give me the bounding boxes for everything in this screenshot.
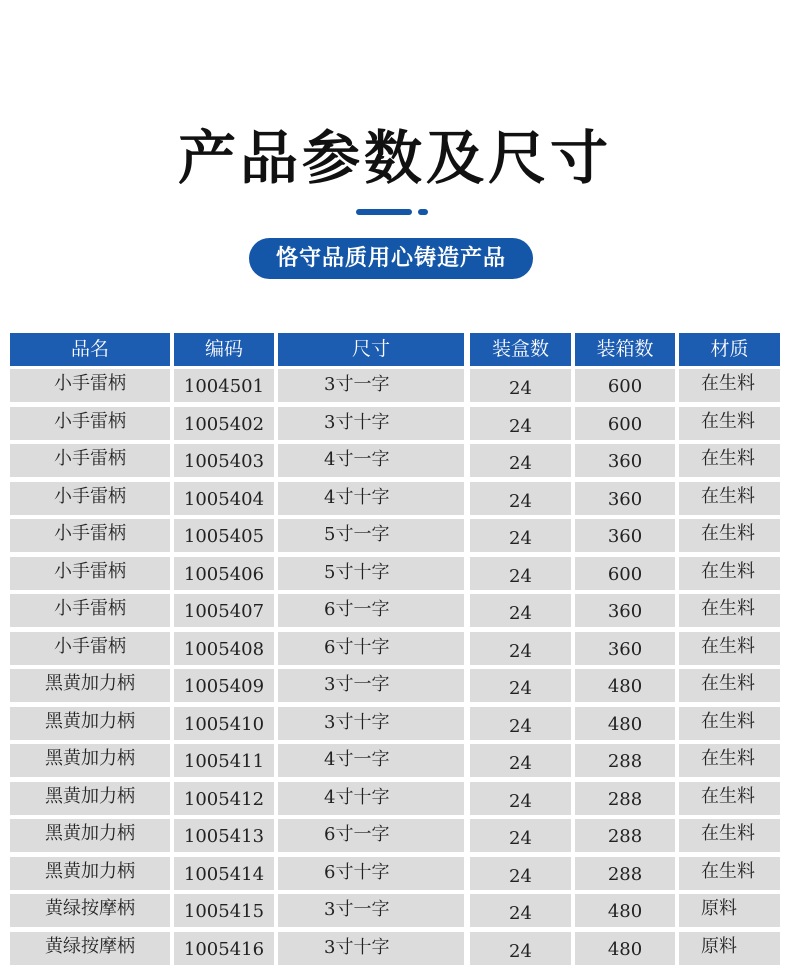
table-cell-col-box-qty: 24 [470, 819, 571, 852]
table-cell-col-code: 1005408 [174, 632, 274, 665]
table-cell-col-material: 在生料 [679, 594, 780, 627]
table-cell-col-code: 1005413 [174, 819, 274, 852]
subtitle-badge: 恪守品质用心铸造产品 [249, 238, 533, 279]
table-cell-col-size: 3寸一字 [278, 669, 464, 702]
table-cell-col-size: 5寸十字 [278, 557, 464, 590]
table-cell-col-material: 在生料 [679, 407, 780, 440]
table-cell-col-size: 3寸十字 [278, 707, 464, 740]
title-underline-dot [418, 209, 428, 215]
table-cell-col-product-name: 黑黄加力柄 [10, 857, 170, 890]
table-cell-col-code: 1005412 [174, 782, 274, 815]
table-cell-col-material: 在生料 [679, 482, 780, 515]
table-cell-col-size: 4寸十字 [278, 482, 464, 515]
table-cell-col-box-qty: 24 [470, 857, 571, 890]
table-cell-col-size: 3寸一字 [278, 369, 464, 402]
table-cell-col-carton-qty: 360 [575, 444, 675, 477]
table-cell-col-product-name: 黄绿按摩柄 [10, 932, 170, 965]
table-cell-col-size: 4寸一字 [278, 444, 464, 477]
table-cell-col-carton-qty: 480 [575, 669, 675, 702]
table-cell-col-product-name: 小手雷柄 [10, 632, 170, 665]
table-cell-col-size: 4寸十字 [278, 782, 464, 815]
table-cell-col-material: 在生料 [679, 744, 780, 777]
table-cell-col-carton-qty: 288 [575, 744, 675, 777]
table-cell-col-code: 1004501 [174, 369, 274, 402]
table-cell-col-carton-qty: 480 [575, 894, 675, 927]
table-cell-col-carton-qty: 600 [575, 557, 675, 590]
table-cell-col-carton-qty: 360 [575, 632, 675, 665]
table-cell-col-carton-qty: 360 [575, 519, 675, 552]
table-cell-col-material: 在生料 [679, 707, 780, 740]
table-cell-col-box-qty: 24 [470, 894, 571, 927]
table-cell-col-code: 1005414 [174, 857, 274, 890]
table-cell-col-size: 6寸一字 [278, 594, 464, 627]
table-cell-col-code: 1005402 [174, 407, 274, 440]
table-header-col-material: 材质 [679, 333, 780, 366]
table-cell-col-box-qty: 24 [470, 632, 571, 665]
table-cell-col-box-qty: 24 [470, 744, 571, 777]
table-cell-col-material: 在生料 [679, 519, 780, 552]
table-cell-col-product-name: 小手雷柄 [10, 407, 170, 440]
table-cell-col-carton-qty: 600 [575, 369, 675, 402]
table-cell-col-product-name: 小手雷柄 [10, 482, 170, 515]
table-cell-col-product-name: 小手雷柄 [10, 557, 170, 590]
table-cell-col-product-name: 黑黄加力柄 [10, 669, 170, 702]
table-cell-col-product-name: 黑黄加力柄 [10, 782, 170, 815]
table-cell-col-box-qty: 24 [470, 594, 571, 627]
table-cell-col-material: 在生料 [679, 819, 780, 852]
table-cell-col-code: 1005406 [174, 557, 274, 590]
table-cell-col-box-qty: 24 [470, 519, 571, 552]
table-cell-col-code: 1005403 [174, 444, 274, 477]
table-cell-col-product-name: 小手雷柄 [10, 519, 170, 552]
table-cell-col-size: 3寸十字 [278, 932, 464, 965]
table-cell-col-code: 1005409 [174, 669, 274, 702]
table-header-col-code: 编码 [174, 333, 274, 366]
table-cell-col-code: 1005411 [174, 744, 274, 777]
table-cell-col-carton-qty: 600 [575, 407, 675, 440]
table-cell-col-box-qty: 24 [470, 369, 571, 402]
table-cell-col-material: 在生料 [679, 857, 780, 890]
table-cell-col-carton-qty: 360 [575, 594, 675, 627]
table-cell-col-material: 在生料 [679, 557, 780, 590]
table-cell-col-code: 1005404 [174, 482, 274, 515]
table-header-col-size: 尺寸 [278, 333, 464, 366]
table-cell-col-carton-qty: 480 [575, 932, 675, 965]
table-cell-col-code: 1005410 [174, 707, 274, 740]
table-cell-col-product-name: 小手雷柄 [10, 594, 170, 627]
table-cell-col-box-qty: 24 [470, 707, 571, 740]
table-cell-col-box-qty: 24 [470, 932, 571, 965]
table-cell-col-carton-qty: 480 [575, 707, 675, 740]
table-cell-col-size: 3寸十字 [278, 407, 464, 440]
table-cell-col-product-name: 黄绿按摩柄 [10, 894, 170, 927]
table-cell-col-box-qty: 24 [470, 782, 571, 815]
table-cell-col-carton-qty: 288 [575, 782, 675, 815]
table-cell-col-box-qty: 24 [470, 482, 571, 515]
table-cell-col-product-name: 黑黄加力柄 [10, 744, 170, 777]
table-cell-col-size: 6寸十字 [278, 632, 464, 665]
table-cell-col-material: 在生料 [679, 369, 780, 402]
table-cell-col-box-qty: 24 [470, 444, 571, 477]
table-cell-col-product-name: 小手雷柄 [10, 369, 170, 402]
table-cell-col-material: 在生料 [679, 444, 780, 477]
table-cell-col-box-qty: 24 [470, 669, 571, 702]
table-cell-col-material: 在生料 [679, 782, 780, 815]
table-cell-col-code: 1005405 [174, 519, 274, 552]
table-cell-col-carton-qty: 288 [575, 819, 675, 852]
table-cell-col-size: 5寸一字 [278, 519, 464, 552]
table-cell-col-size: 4寸一字 [278, 744, 464, 777]
table-cell-col-size: 3寸一字 [278, 894, 464, 927]
table-header-col-carton-qty: 装箱数 [575, 333, 675, 366]
table-cell-col-size: 6寸十字 [278, 857, 464, 890]
table-cell-col-carton-qty: 360 [575, 482, 675, 515]
table-cell-col-product-name: 黑黄加力柄 [10, 707, 170, 740]
table-cell-col-material: 在生料 [679, 632, 780, 665]
table-header-col-product-name: 品名 [10, 333, 170, 366]
page-title: 产品参数及尺寸 [177, 124, 612, 192]
table-cell-col-material: 原料 [679, 932, 780, 965]
table-cell-col-carton-qty: 288 [575, 857, 675, 890]
table-cell-col-material: 在生料 [679, 669, 780, 702]
table-cell-col-code: 1005407 [174, 594, 274, 627]
table-cell-col-material: 原料 [679, 894, 780, 927]
table-cell-col-size: 6寸一字 [278, 819, 464, 852]
table-header-col-box-qty: 装盒数 [470, 333, 571, 366]
table-cell-col-product-name: 小手雷柄 [10, 444, 170, 477]
table-cell-col-product-name: 黑黄加力柄 [10, 819, 170, 852]
table-cell-col-box-qty: 24 [470, 407, 571, 440]
table-cell-col-code: 1005415 [174, 894, 274, 927]
table-cell-col-code: 1005416 [174, 932, 274, 965]
table-cell-col-box-qty: 24 [470, 557, 571, 590]
title-underline [356, 209, 412, 215]
